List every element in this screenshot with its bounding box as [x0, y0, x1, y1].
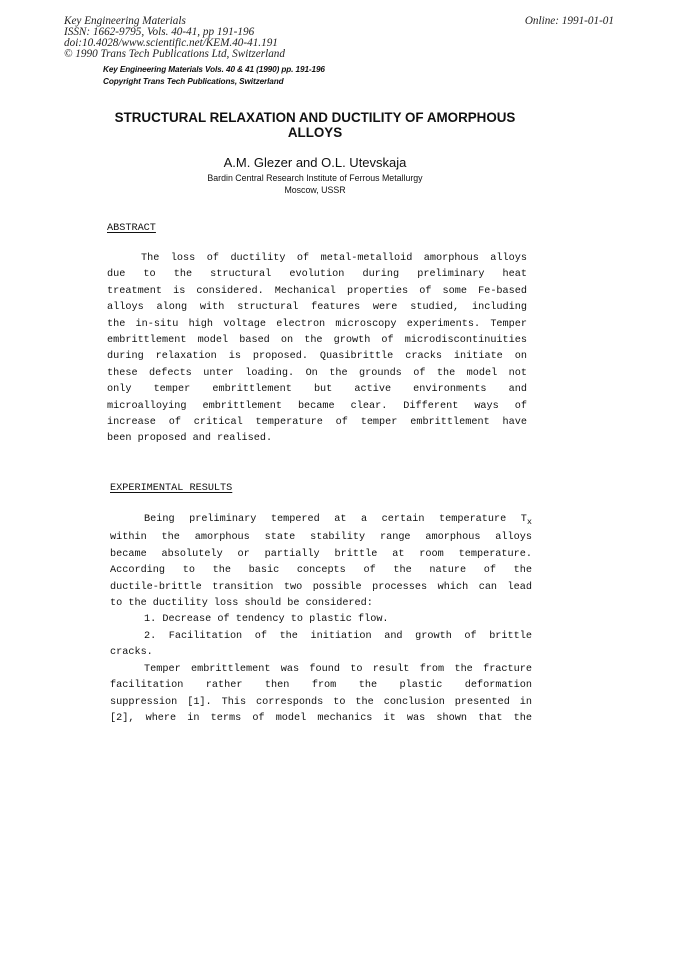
authors: A.M. Glezer and O.L. Utevskaja	[223, 155, 407, 170]
original-citation: Key Engineering Materials Vols. 40 & 41 (1990) pp. 191-196	[103, 65, 325, 74]
body-line: within the amorphous state stability range amorphous alloys	[110, 532, 532, 544]
body-line: According to the basic concepts of the nature of the	[110, 565, 532, 577]
affiliation: Bardin Central Research Institute of Ferrous Metallurgy	[207, 173, 423, 183]
abstract-line: these defects unter loading. On the grounds of the model not	[107, 367, 527, 379]
abstract-line: treatment is considered. Mechanical properties of some Fe-based	[107, 285, 527, 297]
title-line-1: STRUCTURAL RELAXATION AND DUCTILITY OF AMORPHOUS	[114, 110, 516, 125]
body-line: ductile-brittle transition two possible processes which can lead	[110, 581, 532, 593]
body-line: facilitation rather then from the plastic deformation	[110, 680, 532, 692]
paper-title	[100, 110, 530, 140]
experimental-results-body	[110, 512, 532, 727]
body-line-text: Being preliminary tempered at a certain temperature T	[144, 514, 527, 525]
doi-link[interactable]: doi:10.4028/www.scientific.net/KEM.40-41.191	[64, 37, 278, 49]
publication-metadata	[64, 16, 285, 60]
abstract-line: the in-situ high voltage electron microscopy experiments. Temper	[107, 318, 527, 330]
body-line: Temper embrittlement was found to result from the fracture	[144, 663, 532, 675]
abstract-line: during relaxation is proposed. Quasibrittle cracks initiate on	[107, 351, 527, 363]
body-line: became absolutely or partially brittle at room temperature.	[110, 548, 532, 560]
abstract-line: The loss of ductility of metal-metalloid amorphous alloys	[141, 253, 527, 264]
online-date: Online: 1991-01-01	[524, 15, 614, 27]
affiliation-block	[100, 173, 530, 196]
location: Moscow, USSR	[284, 184, 346, 195]
issn-line: ISSN: 1662-9795, Vols. 40-41, pp 191-196	[64, 26, 255, 38]
temperature-subscript: x	[526, 517, 532, 528]
list-item: 1. Decrease of tendency to plastic flow.	[144, 614, 389, 626]
body-line: cracks.	[110, 647, 153, 659]
abstract-body	[107, 251, 527, 448]
title-line-2: ALLOYS	[287, 125, 343, 140]
copyright-line: © 1990 Trans Tech Publications Ltd, Switzerland	[64, 48, 285, 60]
experimental-results-heading: EXPERIMENTAL RESULTS	[110, 483, 233, 494]
list-item: 2. Facilitation of the initiation and growth of brittle	[144, 630, 532, 642]
abstract-line: only temper embrittlement but active environments and	[107, 384, 527, 396]
abstract-heading: ABSTRACT	[107, 223, 156, 234]
abstract-line: embrittlement model based on the growth of microdiscontinuities	[107, 335, 527, 347]
abstract-line: microalloying embrittlement became clear. Different ways of	[107, 400, 527, 412]
body-line: to the ductility loss should be considered:	[110, 598, 373, 610]
abstract-line: due to the structural evolution during preliminary heat	[107, 269, 527, 281]
journal-name: Key Engineering Materials	[64, 15, 186, 27]
body-line	[110, 512, 532, 530]
abstract-line: been proposed and realised.	[107, 433, 273, 445]
body-line: [2], where in terms of model mechanics it was shown that the	[110, 712, 532, 724]
body-line: suppression [1]. This corresponds to the conclusion presented in	[110, 696, 532, 708]
original-copyright: Copyright Trans Tech Publications, Switzerland	[103, 76, 284, 86]
original-journal-header	[103, 64, 325, 87]
abstract-line: alloys along with structural features were studied, including	[107, 302, 527, 314]
abstract-line: increase of critical temperature of temper embrittlement have	[107, 417, 527, 429]
